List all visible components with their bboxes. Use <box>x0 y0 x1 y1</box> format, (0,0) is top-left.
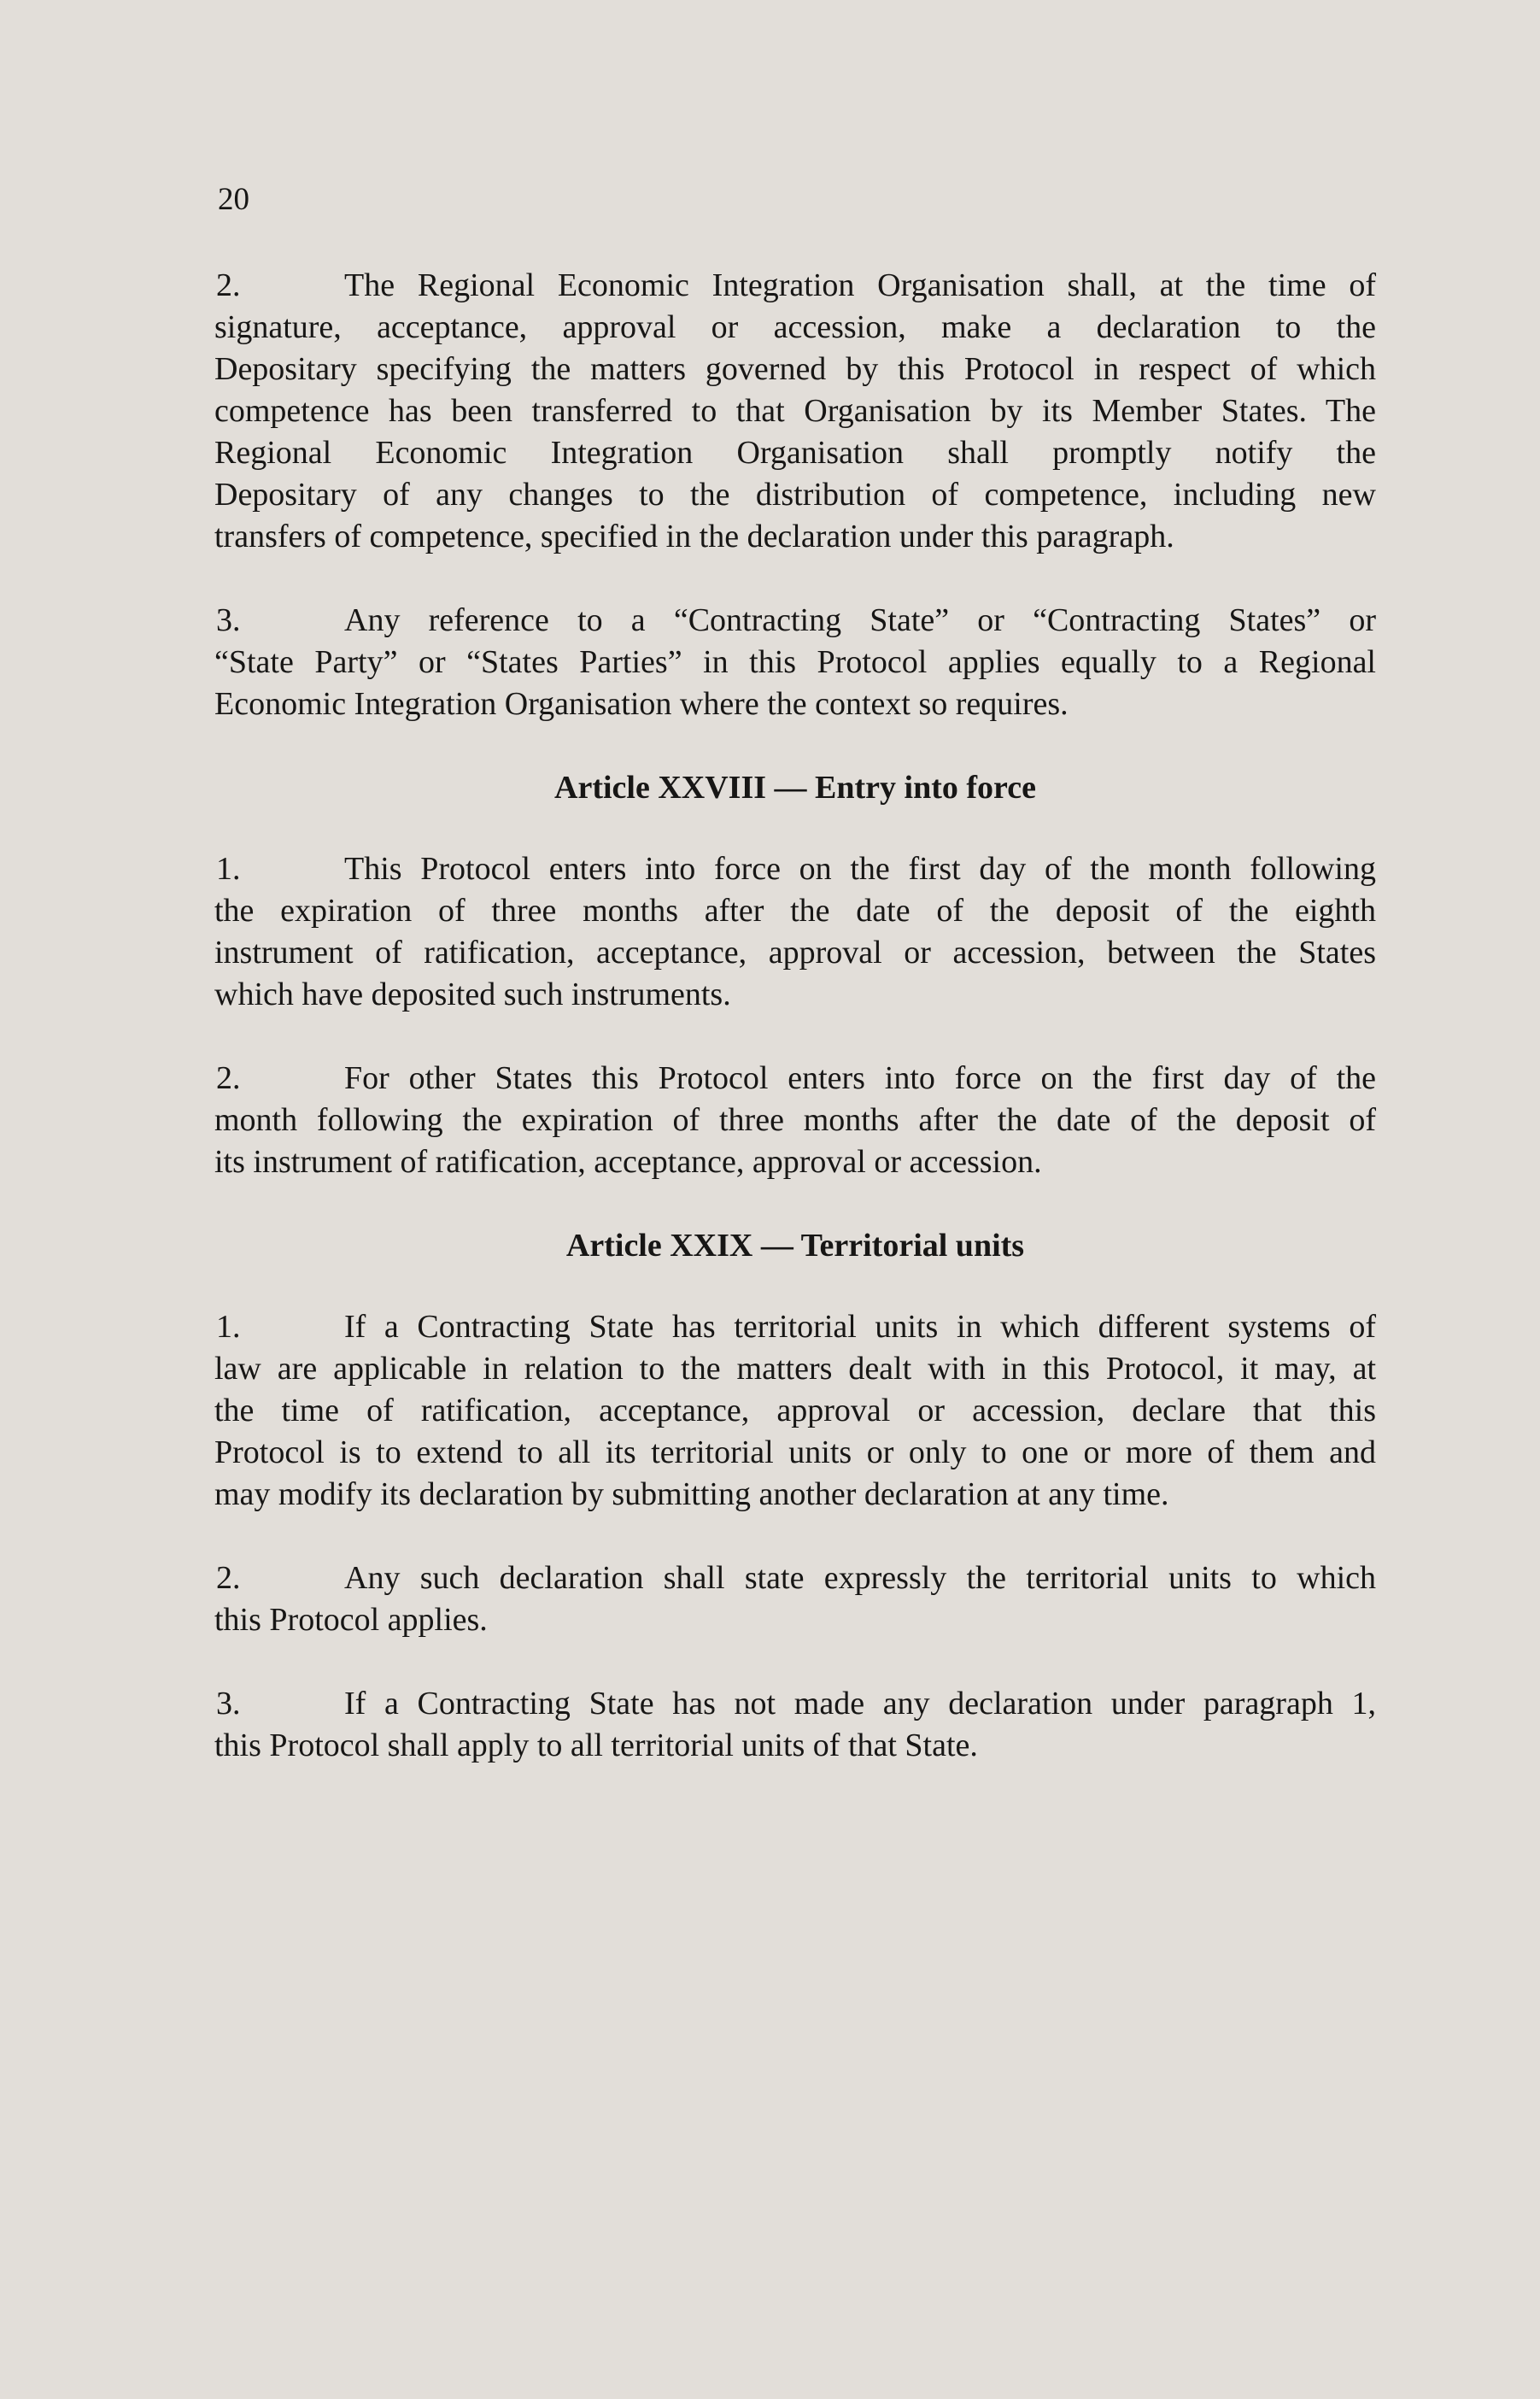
paragraph-line: the time of ratification, acceptance, approval or accession, declare that this <box>214 1393 1376 1428</box>
paragraph-line: month following the expiration of three months after the date of the deposit of <box>214 1102 1376 1138</box>
article-heading-xxviii: Article XXVIII — Entry into force <box>554 770 1036 806</box>
paragraph-xxix-1 <box>214 1306 1376 1516</box>
paragraph-xxix-2 <box>214 1557 1376 1641</box>
paragraph-number: 3. <box>216 1686 241 1722</box>
paragraph-xxviii-1 <box>214 848 1376 1016</box>
paragraph-line: competence has been transferred to that Organisation by its Member States. The <box>214 393 1376 429</box>
paragraph-line: Depositary specifying the matters governed by this Protocol in respect of which <box>214 351 1376 387</box>
paragraph-line: which have deposited such instruments. <box>214 977 731 1012</box>
paragraph-number: 1. <box>216 851 241 887</box>
paragraph-line: Economic Integration Organisation where the context so requires. <box>214 686 1069 722</box>
paragraph-xxviii-2 <box>214 1058 1376 1183</box>
paragraph-line: If a Contracting State has not made any declaration under paragraph 1, <box>344 1686 1376 1722</box>
paragraph-xxix-3 <box>214 1683 1376 1767</box>
paragraph-line: instrument of ratification, acceptance, approval or accession, between the States <box>214 935 1376 971</box>
paragraph-line: its instrument of ratification, acceptance, approval or accession. <box>214 1144 1042 1180</box>
paragraph-number: 3. <box>216 602 241 638</box>
paragraph-line: signature, acceptance, approval or accession, make a declaration to the <box>214 309 1376 345</box>
paragraph-line: the expiration of three months after the date of the deposit of the eighth <box>214 893 1376 929</box>
paragraph-continued-3 <box>214 600 1376 725</box>
paragraph-line: The Regional Economic Integration Organisation shall, at the time of <box>344 267 1376 303</box>
paragraph-line: If a Contracting State has territorial units in which different systems of <box>344 1309 1376 1345</box>
paragraph-line: may modify its declaration by submitting another declaration at any time. <box>214 1476 1169 1512</box>
page-number: 20 <box>218 182 249 217</box>
paragraph-line: Depositary of any changes to the distribution of competence, including new <box>214 477 1376 513</box>
paragraph-continued-2 <box>214 265 1376 558</box>
paragraph-number: 2. <box>216 1060 241 1096</box>
paragraph-line: transfers of competence, specified in the declaration under this paragraph. <box>214 519 1174 554</box>
paragraph-number: 1. <box>216 1309 241 1345</box>
paragraph-line: this Protocol shall apply to all territorial units of that State. <box>214 1727 978 1763</box>
article-heading-xxix: Article XXIX — Territorial units <box>565 1228 1025 1264</box>
paragraph-number: 2. <box>216 267 241 303</box>
paragraph-line: this Protocol applies. <box>214 1602 488 1638</box>
paragraph-line: Regional Economic Integration Organisation shall promptly notify the <box>214 435 1376 471</box>
paragraph-line: “State Party” or “States Parties” in this Protocol applies equally to a Regional <box>214 644 1376 680</box>
document-body <box>214 265 1376 1809</box>
paragraph-line: Any reference to a “Contracting State” or “Contracting States” or <box>344 602 1376 638</box>
paragraph-number: 2. <box>216 1560 241 1596</box>
paragraph-line: This Protocol enters into force on the first day of the month following <box>344 851 1376 887</box>
paragraph-line: For other States this Protocol enters into force on the first day of the <box>344 1060 1376 1096</box>
paragraph-line: law are applicable in relation to the matters dealt with in this Protocol, it may, at <box>214 1351 1376 1387</box>
paragraph-line: Any such declaration shall state expressly the territorial units to which <box>344 1560 1376 1596</box>
paragraph-line: Protocol is to extend to all its territorial units or only to one or more of them and <box>214 1434 1376 1470</box>
